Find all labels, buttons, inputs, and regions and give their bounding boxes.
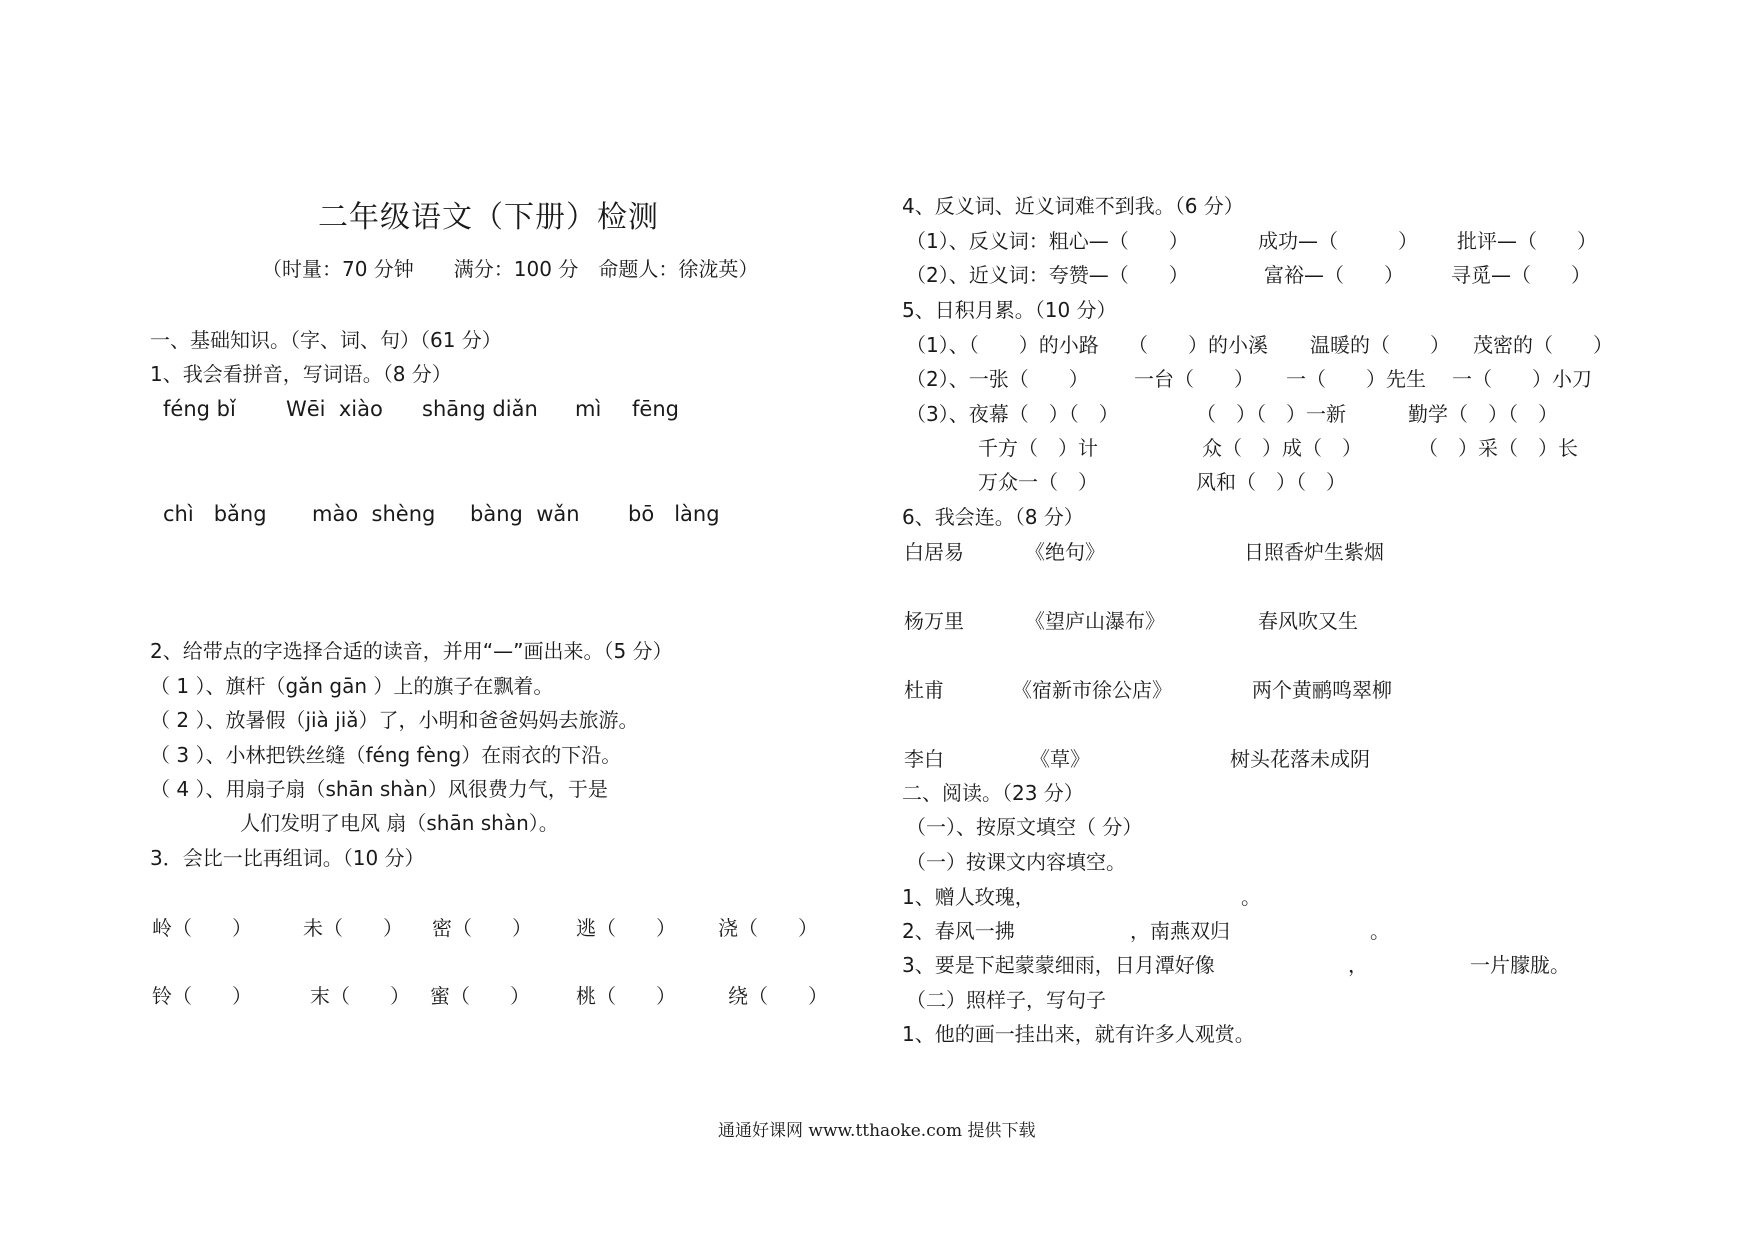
q2-heading: 2、给带点的字选择合适的读音，并用“—”画出来。（5 分） xyxy=(150,639,673,663)
q5-item: （1）、（ ）的小路 xyxy=(906,333,1099,357)
fill-sentence: 3、要是下起蒙蒙细雨，日月潭好像 xyxy=(902,953,1215,977)
word-pair-item: 浇（ ） xyxy=(718,916,818,940)
pinyin-item: mào shèng xyxy=(312,502,436,526)
q5-item: （ ）的小溪 xyxy=(1128,333,1268,357)
word-pair-item: 密（ ） xyxy=(432,916,532,940)
word-pair-item: 铃（ ） xyxy=(152,984,252,1008)
section-1-heading: 一、基础知识。（字、词、句）（61 分） xyxy=(150,328,502,352)
match-poem: 《宿新市徐公店》 xyxy=(1012,678,1172,702)
fill-sentence: 1、赠人玫瑰， xyxy=(902,885,1035,909)
q2-item: （ 2 ）、放暑假（jià jiǎ）了，小明和爸爸妈妈去旅游。 xyxy=(150,708,639,732)
pinyin-item: mì xyxy=(575,397,602,421)
q4-heading: 4、反义词、近义词难不到我。（6 分） xyxy=(902,194,1244,218)
pinyin-item: chì bǎng xyxy=(163,502,267,526)
q5-item: 温暖的（ ） xyxy=(1310,333,1450,357)
q5-heading: 5、日积月累。（10 分） xyxy=(902,298,1117,322)
subsection-heading: （一）、按原文填空（ 分） xyxy=(906,815,1143,839)
match-author: 白居易 xyxy=(904,540,964,564)
fill-sentence-end: 。 xyxy=(1370,919,1390,943)
q4-item: 寻觅—（ ） xyxy=(1451,263,1591,287)
q5-item: 众（ ）成（ ） xyxy=(1202,436,1362,460)
exam-info: （时量：70 分钟 满分：100 分 命题人：徐泷英） xyxy=(262,257,759,281)
q5-item: （ ）采（ ）长 xyxy=(1418,436,1578,460)
q5-item: （2）、一张（ ） xyxy=(906,367,1089,391)
q4-item: 富裕—（ ） xyxy=(1264,263,1404,287)
match-author: 杜甫 xyxy=(904,678,944,702)
q5-item: （ ）（ ）一新 xyxy=(1196,402,1346,426)
page-title: 二年级语文（下册）检测 xyxy=(318,200,659,235)
section-2-heading: 二、阅读。（23 分） xyxy=(902,781,1084,805)
word-pair-item: 末（ ） xyxy=(310,984,410,1008)
q5-item: 万众一（ ） xyxy=(978,470,1098,494)
fill-sentence: 2、春风一拂 xyxy=(902,919,1015,943)
q6-heading: 6、我会连。（8 分） xyxy=(902,505,1084,529)
fill-sentence-mid: ，南燕双归 xyxy=(1130,919,1230,943)
q5-item: 茂密的（ ） xyxy=(1473,333,1613,357)
pinyin-item: bō làng xyxy=(628,502,720,526)
match-line: 两个黄鹂鸣翠柳 xyxy=(1252,678,1392,702)
q4-item: （2）、近义词：夸赞—（ ） xyxy=(906,263,1189,287)
q2-item: （ 1 ）、旗杆（gǎn gān ）上的旗子在飘着。 xyxy=(150,674,554,698)
fill-sentence-end: 。 xyxy=(1241,885,1261,909)
q5-item: 勤学（ ）（ ） xyxy=(1408,402,1558,426)
match-author: 李白 xyxy=(904,747,944,771)
word-pair-item: 未（ ） xyxy=(303,916,403,940)
q5-item: 千方（ ）计 xyxy=(978,436,1098,460)
pinyin-item: bàng wǎn xyxy=(470,502,580,526)
match-poem: 《望庐山瀑布》 xyxy=(1025,609,1165,633)
q5-item: 一台（ ） xyxy=(1134,367,1254,391)
example-sentence: 1、他的画一挂出来，就有许多人观赏。 xyxy=(902,1022,1255,1046)
q4-item: 成功—（ ） xyxy=(1258,229,1418,253)
q1-heading: 1、我会看拼音，写词语。（8 分） xyxy=(150,362,452,386)
q4-item: （1）、反义词：粗心—（ ） xyxy=(906,229,1189,253)
pinyin-item: shāng diǎn xyxy=(422,397,538,421)
subsection-heading: （二）照样子，写句子 xyxy=(906,988,1106,1012)
match-line: 春风吹又生 xyxy=(1258,609,1358,633)
pinyin-item: fēng xyxy=(632,397,679,421)
pinyin-item: Wēi xiào xyxy=(286,397,383,421)
match-line: 日照香炉生紫烟 xyxy=(1244,540,1384,564)
fill-sentence-end: 一片朦胧。 xyxy=(1470,953,1570,977)
match-poem: 《绝句》 xyxy=(1025,540,1105,564)
word-pair-item: 桃（ ） xyxy=(576,984,676,1008)
q5-item: 风和（ ）（ ） xyxy=(1196,470,1346,494)
word-pair-item: 岭（ ） xyxy=(152,916,252,940)
match-line: 树头花落未成阴 xyxy=(1230,747,1370,771)
word-pair-item: 逃（ ） xyxy=(576,916,676,940)
q5-item: （3）、夜幕（ ）（ ） xyxy=(906,402,1119,426)
word-pair-item: 蜜（ ） xyxy=(430,984,530,1008)
q5-item: 一（ ）先生 xyxy=(1286,367,1426,391)
match-poem: 《草》 xyxy=(1030,747,1090,771)
q3-heading: 3．会比一比再组词。（10 分） xyxy=(150,846,425,870)
q4-item: 批评—（ ） xyxy=(1457,229,1597,253)
q5-item: 一（ ）小刀 xyxy=(1452,367,1592,391)
subsection-heading: （一）按课文内容填空。 xyxy=(906,850,1126,874)
footer-source: 通通好课网 www.tthaoke.com 提供下载 xyxy=(718,1121,1036,1141)
q2-item: （ 3 ）、小林把铁丝缝（féng fèng）在雨衣的下沿。 xyxy=(150,743,622,767)
fill-sentence-mid: ， xyxy=(1348,953,1368,977)
pinyin-item: féng bǐ xyxy=(163,397,236,421)
match-author: 杨万里 xyxy=(904,609,964,633)
q2-item-continuation: 人们发明了电风 扇（shān shàn）。 xyxy=(240,811,559,835)
q2-item: （ 4 ）、用扇子扇（shān shàn）风很费力气，于是 xyxy=(150,777,608,801)
word-pair-item: 绕（ ） xyxy=(728,984,828,1008)
